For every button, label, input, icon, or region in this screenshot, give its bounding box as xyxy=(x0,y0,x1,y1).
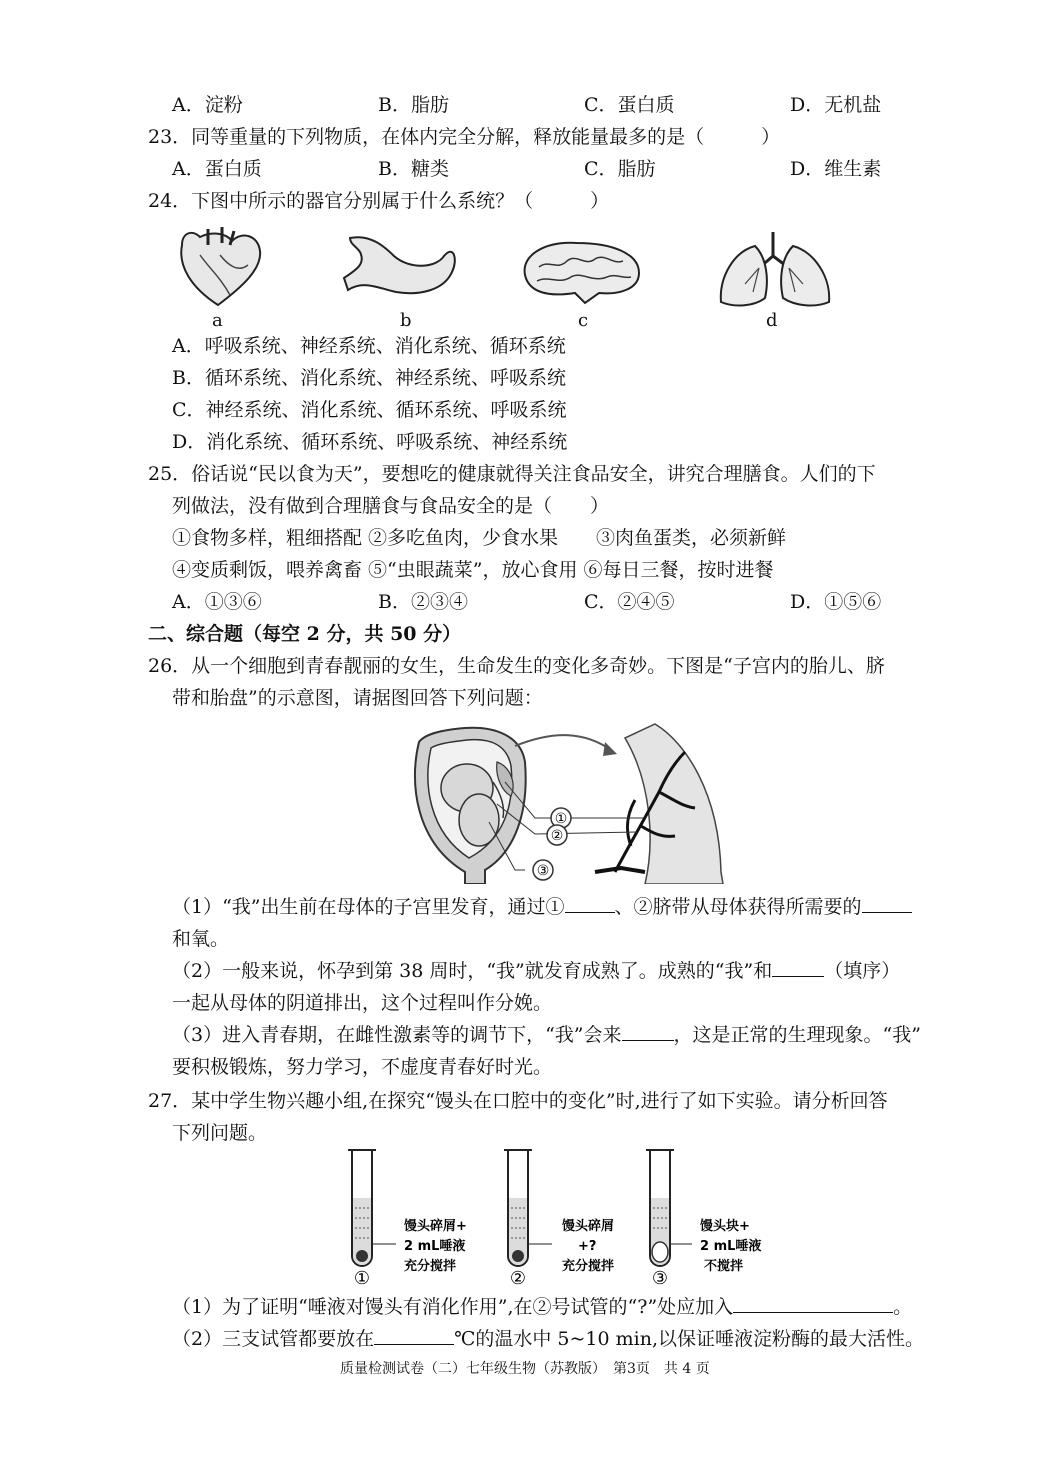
q27-stem-line2: 下列问题。 xyxy=(172,1122,268,1144)
q26-p2-line1 xyxy=(172,958,900,984)
tube-2-label-3: 充分搅拌 xyxy=(562,1259,615,1274)
tube-1-label-1: 馒头碎屑+ xyxy=(404,1219,467,1234)
q23-option-c: C．脂肪 xyxy=(584,158,656,180)
q26-p3-text-a: （3）进入青春期，在雌性激素等的调节下，“我”会来 xyxy=(172,1024,622,1046)
fetus-marker-1: ① xyxy=(554,811,568,827)
page-footer: 质量检测试卷（二）七年级生物（苏教版） 第3页 共 4 页 xyxy=(340,1361,710,1377)
q26-p2-line2: 一起从母体的阴道排出，这个过程叫作分娩。 xyxy=(172,992,553,1014)
q26-blank-1[interactable] xyxy=(565,894,615,913)
brain-icon xyxy=(515,237,645,307)
q27-p2-text-b: ℃的温水中 5~10 min,以保证唾液淀粉酶的最大活性。 xyxy=(454,1328,924,1350)
tube-1-marker: ① xyxy=(353,1268,371,1289)
q26-blank-3[interactable] xyxy=(772,958,824,977)
q27-blank-2[interactable] xyxy=(374,1326,454,1345)
q26-blank-2[interactable] xyxy=(862,894,912,913)
q26-p2-text-b: （填序） xyxy=(824,960,901,982)
tube-2-marker: ② xyxy=(509,1268,527,1289)
q26-stem-line2: 带和胎盘”的示意图，请据图回答下列问题： xyxy=(172,687,543,709)
q22-option-b: B．脂肪 xyxy=(378,94,449,116)
fetus-marker-2: ② xyxy=(550,828,564,844)
fetus-marker-3: ③ xyxy=(536,863,550,879)
figure-label-a: a xyxy=(212,310,223,331)
q25-items-line1: ①食物多样，粗细搭配 ②多吃鱼肉，少食水果 ③肉鱼蛋类，必须新鲜 xyxy=(172,527,787,549)
q23-option-a: A．蛋白质 xyxy=(172,158,262,180)
q26-p3-line2: 要积极锻炼，努力学习，不虚度青春好时光。 xyxy=(172,1056,553,1078)
q26-p3-text-b: ，这是正常的生理现象。“我” xyxy=(673,1024,921,1046)
q27-p1 xyxy=(172,1294,912,1320)
figure-label-d: d xyxy=(766,310,778,331)
tube-3-label-3: 不搅拌 xyxy=(704,1259,744,1274)
q27-blank-1[interactable] xyxy=(733,1294,893,1313)
q26-p1-text-a: （1）“我”出生前在母体的子宫里发育，通过① xyxy=(172,896,565,918)
tube-3-label-2: 2 mL唾液 xyxy=(700,1239,762,1254)
q24-option-d: D．消化系统、循环系统、呼吸系统、神经系统 xyxy=(172,431,568,453)
q26-p1-text-b: 、②脐带从母体获得所需要的 xyxy=(614,896,862,918)
q25-option-a: A．①③⑥ xyxy=(172,591,262,613)
q22-option-a: A．淀粉 xyxy=(172,94,243,116)
lungs-icon xyxy=(715,228,835,310)
figure-label-c: c xyxy=(578,310,589,331)
tube-1-label-2: 2 mL唾液 xyxy=(404,1239,466,1254)
q24-option-c: C．神经系统、消化系统、循环系统、呼吸系统 xyxy=(172,399,567,421)
q25-option-b: B．②③④ xyxy=(378,591,468,613)
q23-option-b: B．糖类 xyxy=(378,158,449,180)
q26-p3-line1 xyxy=(172,1022,921,1048)
q22-option-c: C．蛋白质 xyxy=(584,94,675,116)
test-tube-1 xyxy=(348,1150,467,1289)
q25-option-c: C．②④⑤ xyxy=(584,591,675,613)
section2-title: 二、综合题（每空 2 分，共 50 分） xyxy=(148,623,462,645)
q27-p2 xyxy=(172,1326,924,1352)
figure-label-b: b xyxy=(400,310,412,331)
test-tubes-diagram xyxy=(340,1148,780,1290)
q26-blank-4[interactable] xyxy=(622,1022,674,1041)
q22-option-d: D．无机盐 xyxy=(790,94,882,116)
test-tube-2 xyxy=(504,1150,614,1289)
stomach-icon xyxy=(340,232,460,302)
q25-items-line2: ④变质剩饭，喂养禽畜 ⑤“虫眼蔬菜”，放心食用 ⑥每日三餐，按时进餐 xyxy=(172,559,774,581)
tube-1-label-3: 充分搅拌 xyxy=(404,1259,457,1274)
heart-icon xyxy=(170,225,270,310)
q24-option-a: A．呼吸系统、神经系统、消化系统、循环系统 xyxy=(172,335,566,357)
q27-stem-line1: 27．某中学生物兴趣小组,在探究“馒头在口腔中的变化”时,进行了如下实验。请分析回答 xyxy=(148,1090,888,1112)
q27-p1-text-b: 。 xyxy=(893,1296,913,1318)
tube-2-label-2: +? xyxy=(578,1239,597,1254)
q26-p1-line1 xyxy=(172,894,912,920)
tube-2-label-1: 馒头碎屑 xyxy=(562,1219,615,1234)
q26-stem-line1: 26．从一个细胞到青春靓丽的女生，生命发生的变化多奇妙。下图是“子宫内的胎儿、脐 xyxy=(148,655,885,677)
q25-stem-line1: 25．俗话说“民以食为天”，要想吃的健康就得关注食品安全，讲究合理膳食。人们的下 xyxy=(148,463,876,485)
q24-stem: 24．下图中所示的器官分别属于什么系统？（ ） xyxy=(148,190,610,212)
q25-stem-line2: 列做法，没有做到合理膳食与食品安全的是（ ） xyxy=(172,495,610,517)
q27-p1-text-a: （1）为了证明“唾液对馒头有消化作用”,在②号试管的“?”处应加入 xyxy=(172,1296,734,1318)
test-tube-3 xyxy=(646,1150,761,1289)
q25-option-d: D．①⑤⑥ xyxy=(790,591,882,613)
q24-option-b: B．循环系统、消化系统、神经系统、呼吸系统 xyxy=(172,367,566,389)
q23-option-d: D．维生素 xyxy=(790,158,882,180)
q26-p2-text-a: （2）一般来说，怀孕到第 38 周时，“我”就发育成熟了。成熟的“我”和 xyxy=(172,960,773,982)
tube-3-label-1: 馒头块+ xyxy=(700,1219,750,1234)
q23-stem: 23．同等重量的下列物质，在体内完全分解，释放能量最多的是（ ） xyxy=(148,126,781,148)
tube-3-marker: ③ xyxy=(651,1268,669,1289)
q26-p1-line2: 和氧。 xyxy=(172,928,230,950)
q27-p2-text-a: （2）三支试管都要放在 xyxy=(172,1328,375,1350)
fetus-placenta-diagram xyxy=(405,722,725,884)
